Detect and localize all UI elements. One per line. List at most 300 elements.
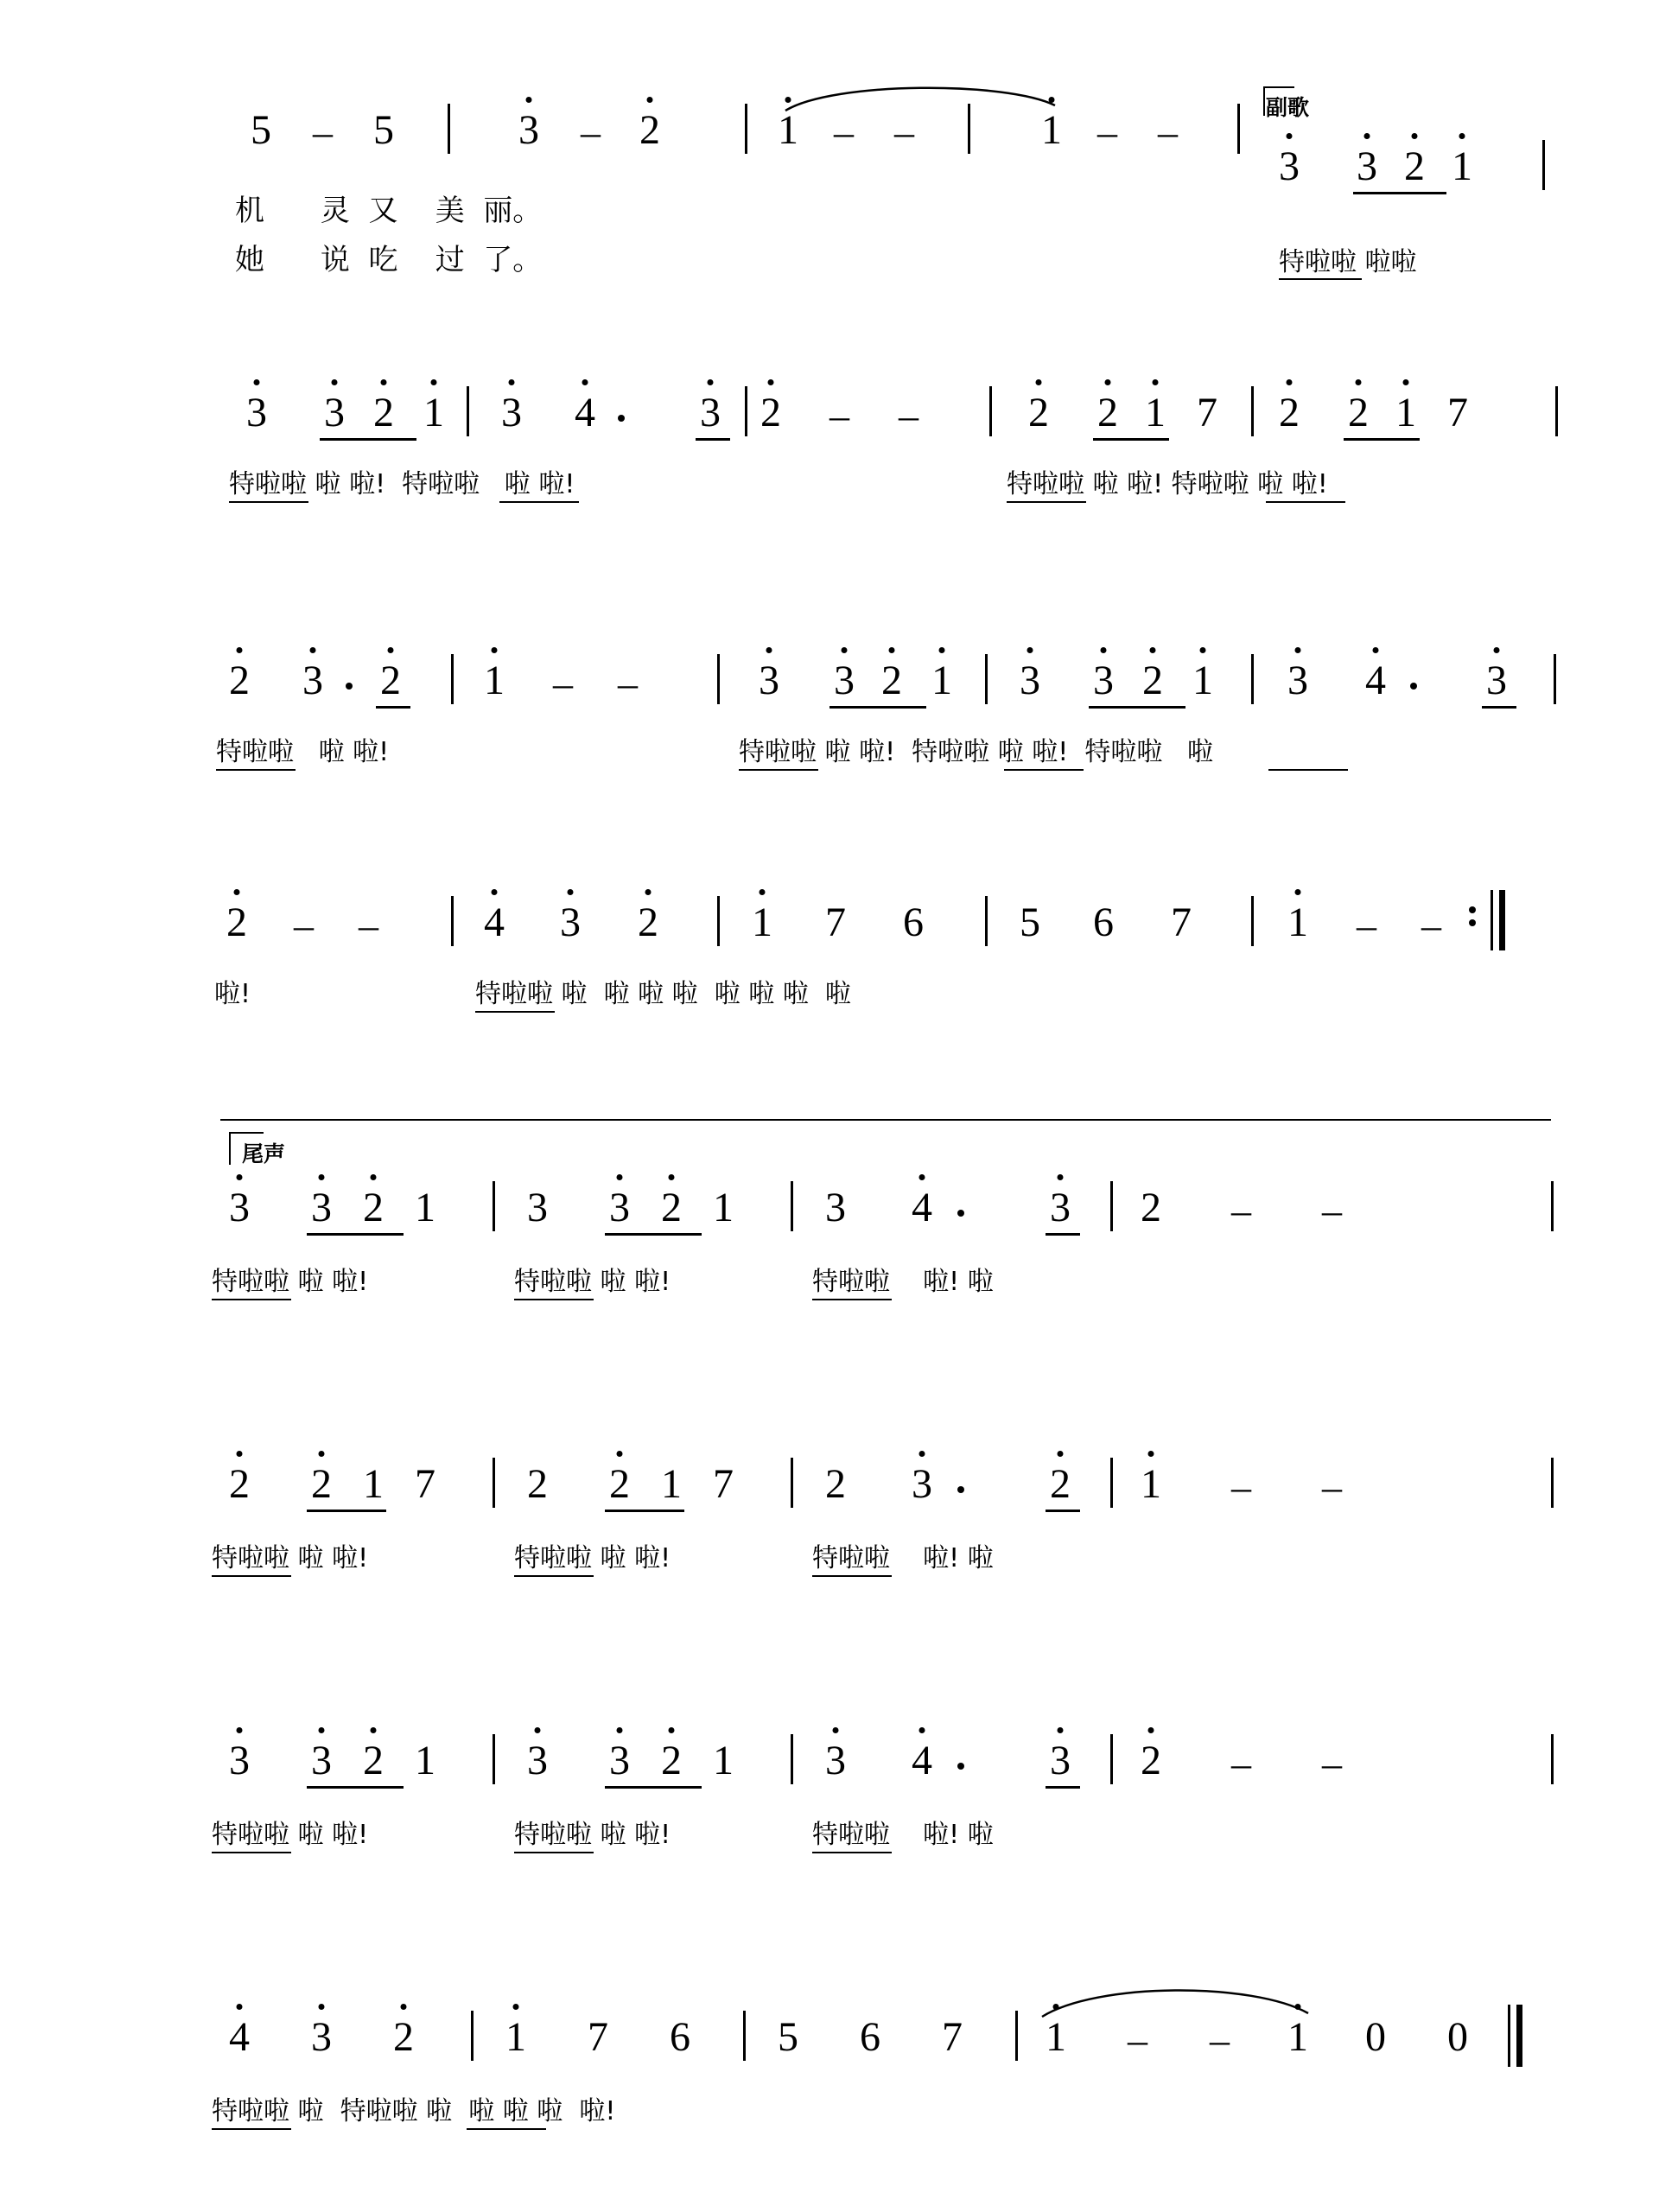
note: 6: [1093, 899, 1114, 945]
beam: [605, 1233, 702, 1236]
note: 2: [373, 393, 394, 433]
sustain-dash: –: [294, 903, 314, 947]
octave-dot-icon: [1027, 647, 1033, 653]
barline: [745, 104, 747, 154]
note: 1: [1452, 147, 1472, 187]
note: 3: [759, 661, 779, 701]
note: 1: [1395, 393, 1416, 433]
barline: [989, 386, 992, 436]
octave-dot-icon: [1058, 1451, 1064, 1457]
barline: [451, 896, 454, 946]
lyric-underline: [514, 1575, 594, 1577]
augmentation-dot: [346, 683, 353, 690]
octave-dot-icon: [1101, 647, 1107, 653]
sustain-dash: –: [1231, 1741, 1251, 1785]
octave-dot-icon: [1287, 133, 1293, 139]
note: 4: [912, 1188, 932, 1228]
note: 3: [834, 661, 855, 701]
note: 7: [942, 2014, 963, 2060]
barline: [1554, 654, 1556, 704]
note: 2: [638, 903, 658, 943]
octave-dot-icon: [237, 1451, 243, 1457]
lyric-underline: [1266, 501, 1345, 503]
octave-dot-icon: [647, 97, 653, 103]
note: 1: [1287, 903, 1308, 943]
note: 3: [1093, 661, 1114, 701]
octave-dot-icon: [237, 1174, 243, 1180]
octave-dot-icon: [319, 2004, 325, 2010]
note: 2: [226, 903, 247, 943]
barline: [1251, 386, 1254, 436]
octave-dot-icon: [1150, 647, 1156, 653]
barline: [745, 386, 747, 436]
barline: [1110, 1734, 1113, 1784]
octave-dot-icon: [1295, 647, 1301, 653]
note: 3: [609, 1188, 630, 1228]
note: 4: [484, 903, 505, 943]
lyric-underline: [739, 769, 818, 771]
octave-dot-icon: [310, 647, 316, 653]
sustain-dash: –: [313, 110, 333, 154]
octave-dot-icon: [919, 1174, 925, 1180]
octave-dot-icon: [509, 379, 515, 385]
lyric-line: 特啦啦 啦 啦 啦 啦 啦 啦 啦 啦: [475, 979, 851, 1009]
note: 5: [373, 107, 394, 153]
barline: [1491, 890, 1493, 950]
note: 6: [903, 899, 924, 945]
lyric-line: 特啦啦 啦 啦!: [212, 1543, 369, 1573]
lyric-line: 特啦啦 啦啦: [1279, 247, 1417, 277]
note: 2: [363, 1188, 384, 1228]
note: 3: [324, 393, 345, 433]
note: 3: [1020, 661, 1040, 701]
sustain-dash: –: [553, 661, 573, 705]
note: 0: [1447, 2014, 1468, 2060]
octave-dot-icon: [768, 379, 774, 385]
lyric-line: 特啦啦 啦! 啦: [812, 1820, 994, 1850]
augmentation-dot: [618, 415, 625, 422]
note: 1: [484, 661, 505, 701]
sustain-dash: –: [1097, 110, 1117, 154]
octave-dot-icon: [760, 889, 766, 895]
note: 3: [912, 1465, 932, 1504]
sustain-dash: –: [618, 661, 638, 705]
barline: [791, 1458, 793, 1508]
note: 1: [415, 1185, 435, 1230]
barline: [985, 896, 988, 946]
octave-dot-icon: [526, 97, 532, 103]
lyric-underline: [467, 2128, 546, 2130]
barline: [717, 896, 720, 946]
note: 2: [881, 661, 902, 701]
octave-dot-icon: [1494, 647, 1500, 653]
sustain-dash: –: [830, 393, 849, 437]
octave-dot-icon: [237, 2004, 243, 2010]
barline: [791, 1181, 793, 1231]
octave-dot-icon: [833, 1727, 839, 1733]
octave-dot-icon: [617, 1174, 623, 1180]
lyric-line: 特啦啦 啦 啦!: [514, 1267, 671, 1297]
beam: [1046, 1233, 1080, 1236]
beam: [320, 438, 416, 441]
slur-icon: [1037, 1979, 1313, 2020]
octave-dot-icon: [1412, 133, 1418, 139]
marker-bracket-horizontal-2: [229, 1132, 264, 1134]
note: 7: [1171, 899, 1192, 945]
sustain-dash: –: [894, 110, 914, 154]
note: 2: [1028, 393, 1049, 433]
sustain-dash: –: [1322, 1741, 1342, 1785]
beam: [830, 706, 926, 709]
octave-dot-icon: [535, 1727, 541, 1733]
note: 3: [527, 1741, 548, 1781]
note: 1: [713, 1738, 734, 1783]
note: 7: [415, 1461, 435, 1507]
note: 2: [229, 661, 250, 701]
lyric-underline: [212, 1852, 291, 1853]
beam: [307, 1786, 404, 1789]
barline: [1508, 2005, 1510, 2067]
lyric-underline: [812, 1575, 892, 1577]
octave-dot-icon: [254, 379, 260, 385]
note: 2: [311, 1465, 332, 1504]
note: 0: [1365, 2014, 1386, 2060]
octave-dot-icon: [842, 647, 848, 653]
note: 1: [931, 661, 952, 701]
note: 7: [825, 899, 846, 945]
lyric-underline: [216, 769, 296, 771]
barline: [493, 1734, 495, 1784]
note: 5: [778, 2014, 798, 2060]
sustain-dash: –: [359, 903, 378, 947]
note: 1: [752, 903, 772, 943]
octave-dot-icon: [1148, 1727, 1154, 1733]
note: 3: [609, 1741, 630, 1781]
barline: [1251, 654, 1254, 704]
octave-dot-icon: [1200, 647, 1206, 653]
octave-dot-icon: [371, 1174, 377, 1180]
marker-bracket-vertical-2: [229, 1132, 231, 1165]
note: 3: [1279, 147, 1300, 187]
sustain-dash: –: [899, 393, 918, 437]
note: 3: [501, 393, 522, 433]
lyric-line: 特啦啦 啦 啦!: [212, 1267, 369, 1297]
barline: [448, 104, 450, 154]
barline: [1251, 896, 1254, 946]
lyric-underline: [514, 1299, 594, 1300]
note: 3: [518, 111, 539, 150]
octave-dot-icon: [889, 647, 895, 653]
note: 3: [302, 661, 323, 701]
octave-dot-icon: [431, 379, 437, 385]
octave-dot-icon: [319, 1451, 325, 1457]
note: 3: [311, 1188, 332, 1228]
note: 3: [527, 1185, 548, 1230]
note: 6: [860, 2014, 880, 2060]
barline: [493, 1181, 495, 1231]
octave-dot-icon: [492, 647, 498, 653]
sustain-dash: –: [1210, 2018, 1230, 2062]
note: 1: [505, 2018, 526, 2057]
note: 6: [670, 2014, 690, 2060]
note: 2: [1141, 1185, 1161, 1230]
note: 1: [1046, 2018, 1066, 2057]
lyric-line: 机 灵 又 美 丽。: [235, 194, 543, 228]
note: 1: [415, 1738, 435, 1783]
lyric-line: 特啦啦 啦 啦! 特啦啦 啦 啦! 特啦啦 啦: [739, 737, 1213, 767]
barline: [1551, 1458, 1554, 1508]
octave-dot-icon: [1459, 133, 1465, 139]
octave-dot-icon: [1148, 1451, 1154, 1457]
note: 2: [380, 661, 401, 701]
sustain-dash: –: [1421, 903, 1441, 947]
beam: [1046, 1786, 1080, 1789]
note: 1: [1192, 661, 1213, 701]
barline: [1551, 1734, 1554, 1784]
barline: [471, 2011, 474, 2061]
octave-dot-icon: [381, 379, 387, 385]
note: 7: [713, 1461, 734, 1507]
note: 2: [1142, 661, 1163, 701]
note: 3: [1050, 1741, 1071, 1781]
augmentation-dot: [957, 1763, 964, 1770]
octave-dot-icon: [582, 379, 588, 385]
note: 3: [700, 393, 721, 433]
octave-dot-icon: [1356, 379, 1362, 385]
note: 4: [575, 393, 595, 433]
note: 2: [760, 393, 781, 433]
octave-dot-icon: [234, 889, 240, 895]
lyric-underline: [475, 1011, 555, 1013]
octave-dot-icon: [1153, 379, 1159, 385]
octave-dot-icon: [766, 647, 772, 653]
section-marker-coda: 尾声: [242, 1141, 286, 1166]
octave-dot-icon: [513, 2004, 519, 2010]
note: 7: [1197, 390, 1217, 435]
augmentation-dot: [957, 1210, 964, 1217]
section-divider: [220, 1119, 1551, 1121]
note: 3: [1486, 661, 1507, 701]
lyric-underline: [812, 1299, 892, 1300]
octave-dot-icon: [401, 2004, 407, 2010]
octave-dot-icon: [669, 1727, 675, 1733]
note: 4: [1365, 661, 1386, 701]
octave-dot-icon: [332, 379, 338, 385]
note: 3: [1050, 1188, 1071, 1228]
note: 2: [639, 111, 660, 150]
beam: [605, 1786, 702, 1789]
octave-dot-icon: [1403, 379, 1409, 385]
lyric-underline: [1279, 278, 1362, 280]
note: 5: [251, 107, 271, 153]
sustain-dash: –: [1357, 903, 1376, 947]
barline: [743, 2011, 746, 2061]
note: 2: [1279, 393, 1300, 433]
beam: [605, 1510, 684, 1512]
note: 1: [1287, 2018, 1308, 2057]
note: 2: [1348, 393, 1369, 433]
octave-dot-icon: [1058, 1174, 1064, 1180]
lyric-underline: [212, 2128, 291, 2130]
octave-dot-icon: [1364, 133, 1370, 139]
barline: [1015, 2011, 1018, 2061]
beam: [1046, 1510, 1080, 1512]
note: 3: [825, 1741, 846, 1781]
octave-dot-icon: [919, 1727, 925, 1733]
note: 2: [363, 1741, 384, 1781]
note: 2: [1097, 393, 1118, 433]
lyric-line: 特啦啦 啦! 啦: [812, 1543, 994, 1573]
note: 3: [229, 1741, 250, 1781]
augmentation-dot: [957, 1486, 964, 1493]
octave-dot-icon: [492, 889, 498, 895]
note: 3: [229, 1188, 250, 1228]
octave-dot-icon: [1105, 379, 1111, 385]
note: 3: [560, 903, 581, 943]
note: 2: [229, 1465, 250, 1504]
beam: [1093, 438, 1169, 441]
marker-bracket-horizontal-1: [1263, 86, 1294, 88]
note: 2: [1050, 1465, 1071, 1504]
sustain-dash: –: [1322, 1188, 1342, 1232]
slur-icon: [782, 79, 1058, 114]
note: 1: [1141, 1465, 1161, 1504]
repeat-dots-icon: [1469, 900, 1476, 932]
note: 1: [778, 111, 798, 150]
lyric-line: 特啦啦 啦 啦!: [212, 1820, 369, 1850]
beam: [307, 1510, 386, 1512]
note: 1: [661, 1461, 682, 1507]
note: 7: [588, 2014, 608, 2060]
barline: [791, 1734, 793, 1784]
note: 4: [229, 2018, 250, 2057]
sustain-dash: –: [1158, 110, 1178, 154]
barline: [451, 654, 454, 704]
lyric-underline: [212, 1299, 291, 1300]
note: 3: [825, 1185, 846, 1230]
lyric-line: 特啦啦 啦! 啦: [812, 1267, 994, 1297]
lyric-underline: [212, 1575, 291, 1577]
beam: [1482, 706, 1516, 709]
lyric-underline: [1007, 501, 1086, 503]
octave-dot-icon: [708, 379, 714, 385]
beam: [1353, 192, 1446, 194]
note: 3: [311, 1741, 332, 1781]
note: 1: [363, 1461, 384, 1507]
barline: [467, 386, 469, 436]
lyric-line: 特啦啦 啦 啦! 特啦啦 啦 啦!: [229, 469, 575, 499]
sustain-dash: –: [1231, 1188, 1251, 1232]
note: 1: [423, 393, 444, 433]
note: 1: [713, 1185, 734, 1230]
note: 3: [246, 393, 267, 433]
barline: [1542, 140, 1545, 190]
note: 7: [1447, 390, 1468, 435]
note: 3: [1287, 661, 1308, 701]
octave-dot-icon: [645, 889, 652, 895]
lyric-underline: [229, 501, 308, 503]
barline: [1237, 104, 1240, 154]
barline: [1110, 1181, 1113, 1231]
barline: [985, 654, 988, 704]
octave-dot-icon: [939, 647, 945, 653]
note: 1: [1145, 393, 1166, 433]
note: 1: [1041, 111, 1062, 150]
octave-dot-icon: [319, 1727, 325, 1733]
note: 2: [393, 2018, 414, 2057]
sustain-dash: –: [1231, 1465, 1251, 1509]
lyric-underline: [1004, 769, 1084, 771]
marker-bracket-vertical-1: [1263, 86, 1265, 116]
note: 2: [1141, 1741, 1161, 1781]
barline: [717, 654, 720, 704]
barline: [493, 1458, 495, 1508]
lyric-line: 特啦啦 啦 啦! 特啦啦 啦 啦!: [1007, 469, 1328, 499]
octave-dot-icon: [617, 1451, 623, 1457]
final-barline: [1516, 2005, 1522, 2067]
section-marker-chorus: 副歌: [1266, 95, 1310, 120]
octave-dot-icon: [669, 1174, 675, 1180]
lyric-underline: [812, 1852, 892, 1853]
note: 2: [661, 1188, 682, 1228]
barline: [1110, 1458, 1113, 1508]
augmentation-dot: [1410, 683, 1417, 690]
octave-dot-icon: [1287, 379, 1293, 385]
octave-dot-icon: [568, 889, 574, 895]
octave-dot-icon: [237, 1727, 243, 1733]
beam: [1344, 438, 1420, 441]
lyric-underline: [514, 1852, 594, 1853]
lyric-line: 特啦啦 啦 啦!: [216, 737, 390, 767]
beam: [696, 438, 730, 441]
note: 3: [1357, 147, 1377, 187]
note: 4: [912, 1741, 932, 1781]
repeat-end-barline: [1499, 890, 1505, 950]
octave-dot-icon: [1036, 379, 1042, 385]
octave-dot-icon: [237, 647, 243, 653]
lyric-line: 特啦啦 啦 特啦啦 啦 啦 啦 啦 啦!: [212, 2096, 616, 2126]
note: 2: [661, 1741, 682, 1781]
beam: [1089, 706, 1185, 709]
octave-dot-icon: [1295, 889, 1301, 895]
beam: [376, 706, 410, 709]
sustain-dash: –: [834, 110, 854, 154]
barline: [1551, 1181, 1554, 1231]
sustain-dash: –: [1128, 2018, 1147, 2062]
octave-dot-icon: [388, 647, 394, 653]
note: 2: [609, 1465, 630, 1504]
lyric-underline: [499, 501, 579, 503]
octave-dot-icon: [919, 1451, 925, 1457]
octave-dot-icon: [1373, 647, 1379, 653]
barline: [1555, 386, 1558, 436]
lyric-line: 啦!: [214, 979, 251, 1009]
note: 3: [311, 2018, 332, 2057]
sustain-dash: –: [1322, 1465, 1342, 1509]
lyric-underline: [1268, 769, 1348, 771]
octave-dot-icon: [1058, 1727, 1064, 1733]
lyric-line: 特啦啦 啦 啦!: [514, 1543, 671, 1573]
note: 5: [1020, 899, 1040, 945]
lyric-line: 她 说 吃 过 了。: [235, 243, 543, 277]
beam: [307, 1233, 404, 1236]
octave-dot-icon: [371, 1727, 377, 1733]
note: 2: [1404, 147, 1425, 187]
sustain-dash: –: [581, 110, 601, 154]
octave-dot-icon: [319, 1174, 325, 1180]
note: 2: [527, 1461, 548, 1507]
lyric-line: 特啦啦 啦 啦!: [514, 1820, 671, 1850]
